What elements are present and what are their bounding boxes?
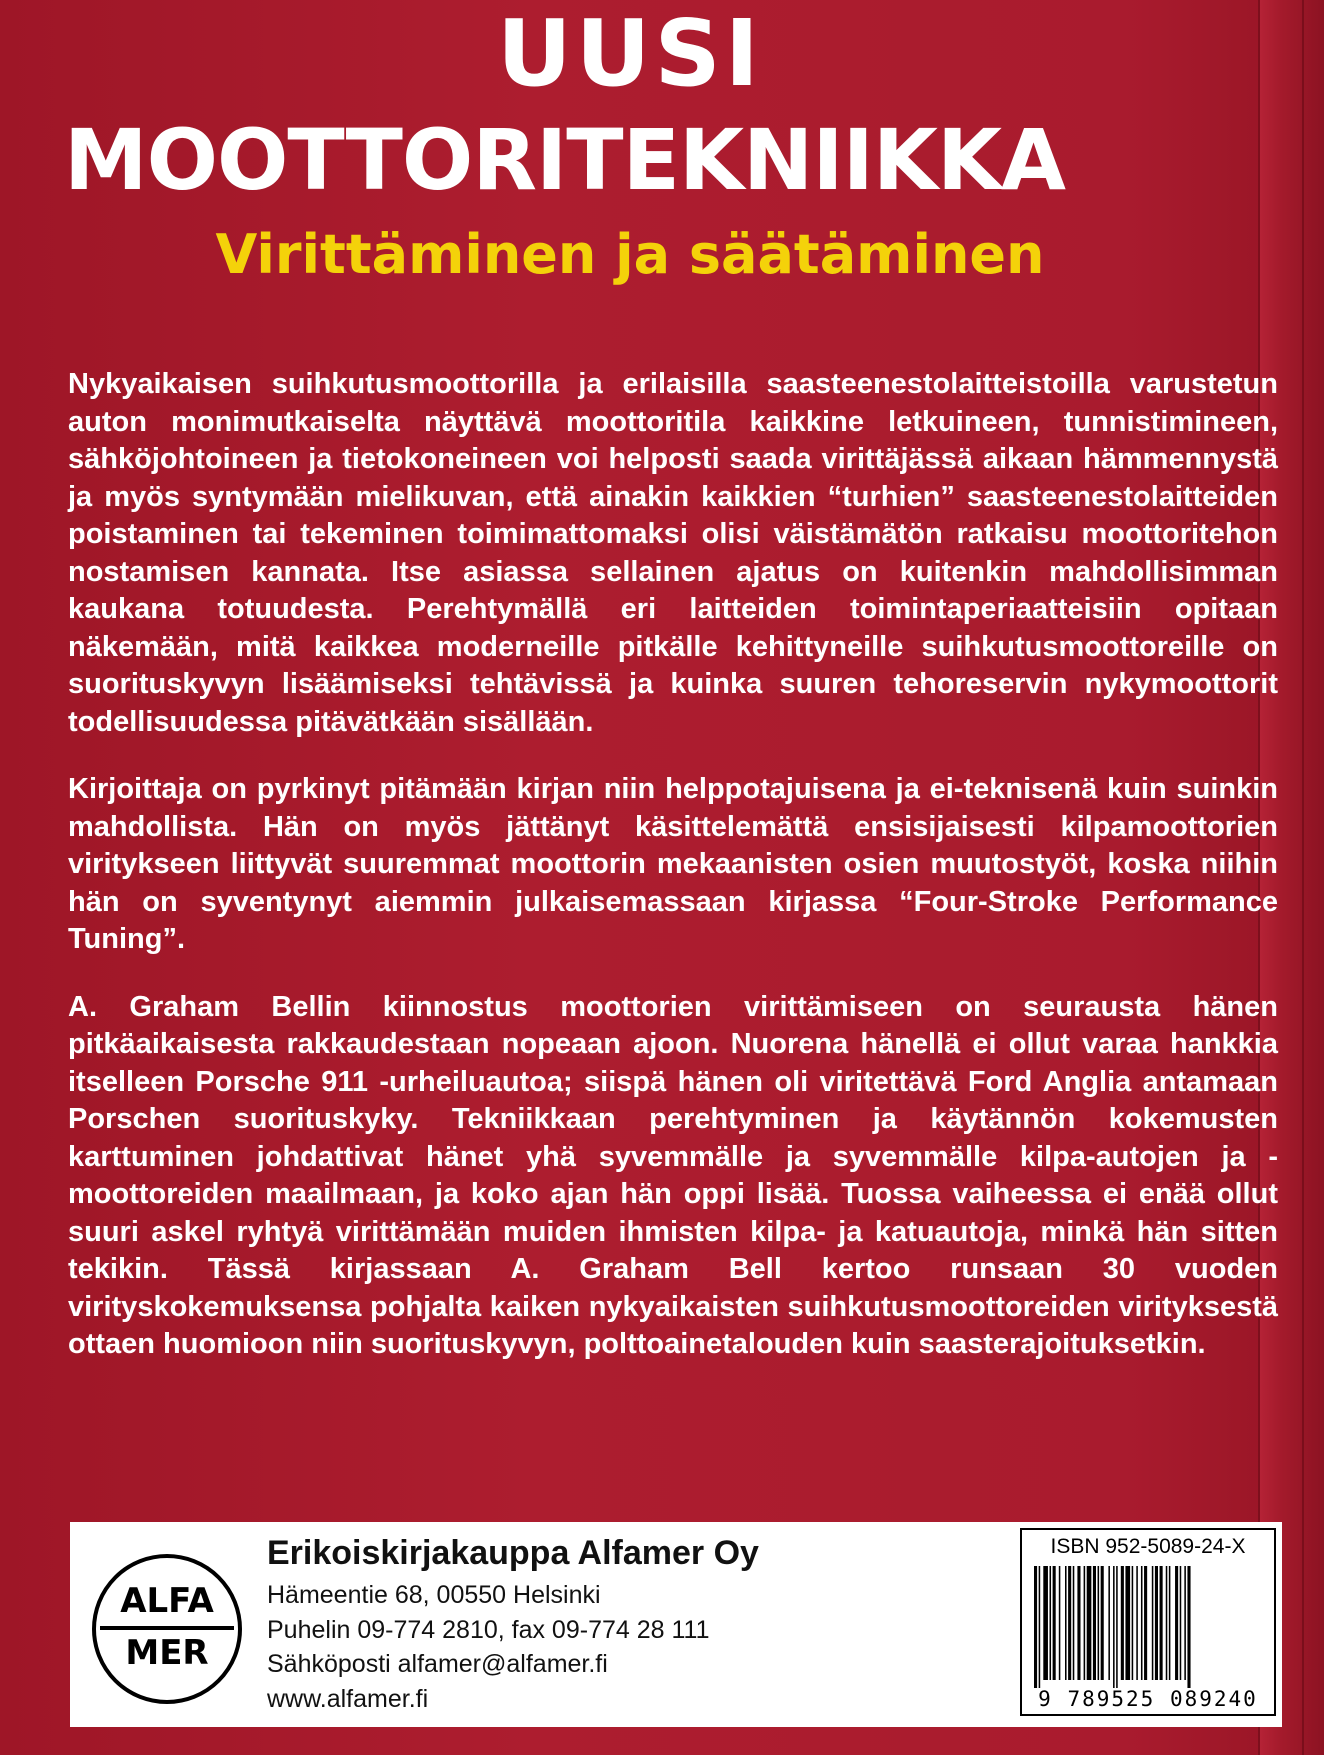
barcode-bar: [1180, 1566, 1182, 1680]
barcode-bar: [1144, 1566, 1147, 1680]
publisher-email: Sähköposti alfamer@alfamer.fi: [267, 1650, 608, 1678]
barcode-bar: [1116, 1566, 1118, 1688]
barcode-graphic: [1032, 1566, 1266, 1688]
barcode-bar: [1187, 1566, 1190, 1688]
barcode-bar: [1136, 1566, 1138, 1680]
barcode-bar: [1050, 1566, 1052, 1680]
barcode-bar: [1039, 1566, 1041, 1688]
blurb-paragraph-3: A. Graham Bellin kiinnostus moottorien virittämiseen on seurausta hänen pitkäaikaisesta rakkaudestaan nopeaan ajoon. Nuorena hänellä ei ollut varaa hankkia itselleen Porsche 911 -urheiluautoa; siispä hänen oli viritettävä Ford Anglia antamaan Porschen suorituskyky. Tekniikkaan perehtyminen ja käytännön kokemusten karttuminen johdattivat hänet yhä syvemmälle ja syvemmälle kilpa-autojen ja -moottoreiden maailmaan, ja koko ajan hän oppi lisää. Tuossa vaiheessa ei enää ollut suuri askel ryhtyä virittämään muiden ihmisten kilpa- ja katuautoja, minkä hän sitten tekikin. Tässä kirjassaan A. Graham Bell kertoo runsaan 30 vuoden virityskokemuksensa pohjalta kaiken nykyaikaisten suihkutusmoottoreiden virityksestä ottaen huomioon niin suorituskyvyn, polttoainetalouden kuin saasterajoituksetkin.: [68, 990, 1278, 1360]
barcode-bar: [1169, 1566, 1171, 1680]
publisher-panel: [70, 1522, 1282, 1727]
barcode-bar: [1166, 1566, 1168, 1680]
barcode-bar: [1065, 1566, 1067, 1680]
blurb-paragraph-2: Kirjoittaja on pyrkinyt pitämään kirjan niin helppotajuisena ja ei-teknisenä kuin suinkin mahdollista. Hän on myös jättänyt käsittelemättä ensisijaisesti kilpamoottorien viritykseen liittyvät suuremmat moottorin mekaanisten osien muutostyöt, koska niihin hän on syventynyt aiemmin julkaisemassaan kirjassa “Four-Stroke Performance Tuning”.: [68, 773, 1278, 955]
barcode-bar: [1043, 1566, 1048, 1680]
barcode-bar: [1108, 1566, 1110, 1680]
barcode-bar: [1113, 1566, 1115, 1688]
barcode-bar: [1034, 1566, 1037, 1688]
logo-divider: [100, 1626, 234, 1630]
publisher-website: www.alfamer.fi: [267, 1684, 429, 1713]
barcode-bar: [1125, 1566, 1130, 1680]
barcode-bar: [1059, 1566, 1061, 1680]
barcode-bar: [1141, 1566, 1143, 1680]
barcode-bar: [1087, 1566, 1092, 1680]
isbn-label: ISBN 952-5089-24-X: [1050, 1535, 1246, 1558]
publisher-address: Hämeentie 68, 00550 Helsinki: [267, 1581, 601, 1609]
barcode-bar: [1073, 1566, 1075, 1680]
barcode-bar: [1098, 1566, 1100, 1680]
barcode-bar: [1084, 1566, 1086, 1680]
logo-text-bottom: MER: [125, 1633, 209, 1673]
subtitle: Virittäminen ja säätäminen: [215, 223, 1045, 286]
spine-groove: [1302, 0, 1304, 1755]
barcode-bar: [1077, 1566, 1080, 1680]
barcode-number: 9 789525 089240: [1038, 1687, 1258, 1711]
title-line-2: MOOTTORITEKNIIKKA: [64, 111, 1066, 209]
alfamer-logo: [92, 1554, 242, 1704]
barcode-bar: [1121, 1566, 1124, 1680]
barcode-bar: [1152, 1566, 1154, 1680]
barcode-bar: [1101, 1566, 1104, 1680]
title-line-1: UUSI: [497, 0, 763, 107]
barcode-bar: [1155, 1566, 1158, 1680]
logo-text-top: ALFA: [120, 1581, 214, 1621]
barcode-bar: [1053, 1566, 1056, 1680]
publisher-name: Erikoiskirjakauppa Alfamer Oy: [267, 1534, 759, 1572]
barcode-bar: [1093, 1566, 1096, 1680]
publisher-info: [267, 1532, 907, 1716]
blurb-text: [68, 366, 1278, 1394]
publisher-phone: Puhelin 09-774 2810, fax 09-774 28 111: [267, 1615, 710, 1644]
barcode-bar: [1175, 1566, 1178, 1680]
isbn-barcode-box: [1020, 1528, 1276, 1716]
barcode-bar: [1184, 1566, 1186, 1680]
barcode-bar: [1132, 1566, 1134, 1680]
barcode-bar: [1068, 1566, 1071, 1680]
barcode-bar: [1160, 1566, 1163, 1680]
blurb-paragraph-1: Nykyaikaisen suihkutusmoottorilla ja erilaisilla saasteenestolaitteistoilla varustetun auton monimutkaiselta näyttävä moottoritila kaikkine letkuineen, tunnistimineen, sähköjohtoineen ja tietokoneineen voi helposti saada virittäjässä aikaan hämmennystä ja myös syntymään mielikuvan, että ainakin kaikkien “turhien” saasteenestolaitteiden poistaminen tai tekeminen toimimattomaksi olisi väistämätön ratkaisu moottoritehon nostamisen kannata. Itse asiassa sellainen ajatus on kuitenkin mahdollisimman kaukana totuudesta. Perehtymällä eri laitteiden toimintaperiaatteisiin opitaan näkemään, mitä kaikkea moderneille pitkälle kehittyneille suihkutusmoottoreille on suorituskyvyn lisäämiseksi tehtävissä ja kuinka suuren tehoreservin nykymoottorit todellisuudessa pitävätkään sisällään.: [68, 368, 1278, 738]
